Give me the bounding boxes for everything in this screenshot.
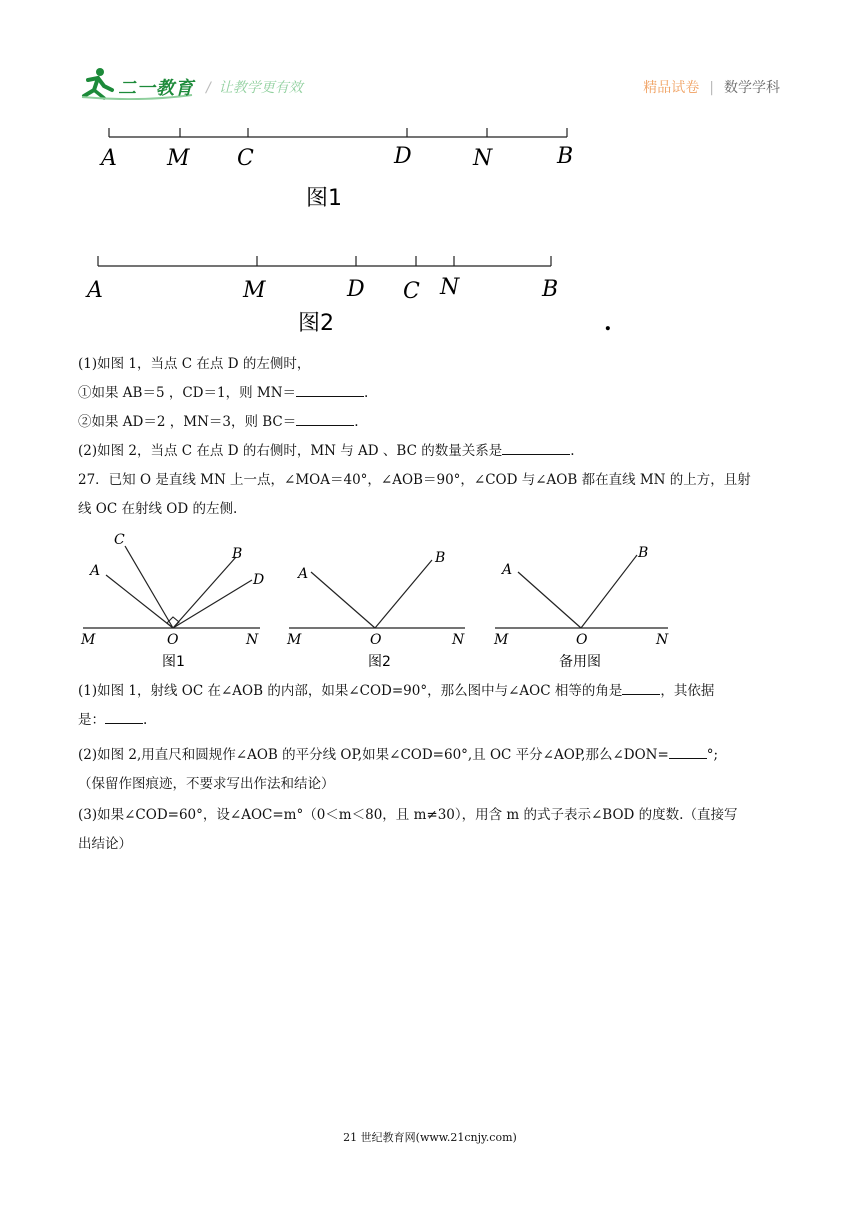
figure-caption: 图1 [306,186,342,211]
label-o: O [370,632,382,648]
answer-blank[interactable] [669,744,707,759]
label-b: B [435,550,446,566]
figure-caption: 图2 [368,654,391,670]
q26-sub1 [78,379,784,408]
q26-sub2-text: ②如果 AD＝2 ，MN＝3，则 BC＝ [78,414,297,430]
q27-part2-line2: （保留作图痕迹，不要求写出作法和结论） [78,776,335,792]
question-27-parts [78,677,784,859]
point-label-b: B [557,144,574,169]
point-label-c: C [403,279,420,304]
label-a: A [90,563,101,579]
point-label-d: D [394,144,412,169]
label-m: M [494,632,509,648]
q26-sub2 [78,408,784,437]
page-header [0,0,860,115]
q26-sub2-end: . [354,414,359,430]
point-label-c: C [237,146,254,171]
figure-caption: 图1 [162,654,185,670]
q27-part3-line1: (3)如果∠COD=60°，设∠AOC=m°（0＜m＜80，且 m≠30），用含 m 的式子表示∠BOD 的度数.（直接写 [78,807,738,823]
q27-part1-tail: ，其依据 [660,683,715,699]
answer-blank[interactable] [296,411,354,426]
label-n: N [246,632,259,648]
q27-part1-line2 [78,706,784,735]
label-n: N [656,632,669,648]
q26-part1: (1)如图 1，当点 C 在点 D 的左侧时， [78,356,311,372]
q26-part2 [78,437,784,466]
q26-part2-text: (2)如图 2，当点 C 在点 D 的右侧时，MN 与 AD 、BC 的数量关系是 [78,443,503,459]
q27-stem-line2: 线 OC 在射线 OD 的左侧. [78,501,238,517]
q27-stem-line1: 27．已知 O 是直线 MN 上一点，∠MOA＝40°，∠AOB＝90°，∠COD 与∠AOB 都在直线 MN 的上方，且射 [78,472,751,488]
answer-blank[interactable] [502,440,570,455]
label-c: C [114,532,125,548]
question-26 [78,350,784,524]
label-a: A [298,566,309,582]
point-label-a: A [87,278,103,303]
q26-sub1-end: . [364,385,369,401]
angle-figure-2 [284,530,474,675]
answer-blank[interactable] [296,382,364,397]
point-label-b: B [542,277,559,302]
segment-figure-1 [96,120,586,215]
point-label-m: M [243,278,266,303]
q27-part2-text: (2)如图 2,用直尺和圆规作∠AOB 的平分线 OP,如果∠COD=60°,且 OC 平分∠AOP,那么∠DON= [78,747,669,763]
label-b: B [638,545,649,561]
category-label: 精品试卷 [643,80,700,96]
label-o: O [167,632,179,648]
angle-figure-spare [492,530,682,675]
q26-part2-end: . [570,443,575,459]
brand-name: 二一教育 [118,78,194,99]
q27-part2-line1 [78,741,784,770]
answer-blank[interactable] [105,709,143,724]
figure-caption: 图2 [298,311,334,336]
label-a: A [502,562,513,578]
slogan: / 让教学更有效 [206,80,303,96]
q27-part3-line2: 出结论） [78,836,132,852]
point-label-d: D [347,277,365,302]
point-label-m: M [167,146,190,171]
label-d: D [253,572,265,588]
segment-figure-2 [86,250,626,345]
answer-blank[interactable] [622,680,660,695]
q27-part1-text: (1)如图 1，射线 OC 在∠AOB 的内部，如果∠COD=90°，那么图中与∠AOC 相等的角是 [78,683,623,699]
angle-figure-1 [78,530,268,675]
subject-label: 数学学科 [724,80,780,96]
label-o: O [576,632,588,648]
label-n: N [452,632,465,648]
trailing-dot: . [604,310,612,336]
figure-caption: 备用图 [559,654,601,670]
page-footer: 21 世纪教育网(www.21cnjy.com) [343,1131,517,1144]
label-m: M [287,632,302,648]
q27-part2-tail: °; [706,747,719,763]
q27-part1-reason-label: 是： [78,712,105,728]
point-label-n: N [440,275,460,300]
header-category: 精品试卷 | 数学学科 [643,80,780,96]
label-m: M [81,632,96,648]
label-b: B [232,546,243,562]
q27-part1-end: . [143,712,148,728]
slogan-text: 让教学更有效 [218,80,303,96]
q27-part1-line1 [78,677,784,706]
point-label-n: N [473,146,493,171]
q26-sub1-text: ①如果 AB＝5 ，CD＝1，则 MN＝ [78,385,297,401]
point-label-a: A [101,146,117,171]
